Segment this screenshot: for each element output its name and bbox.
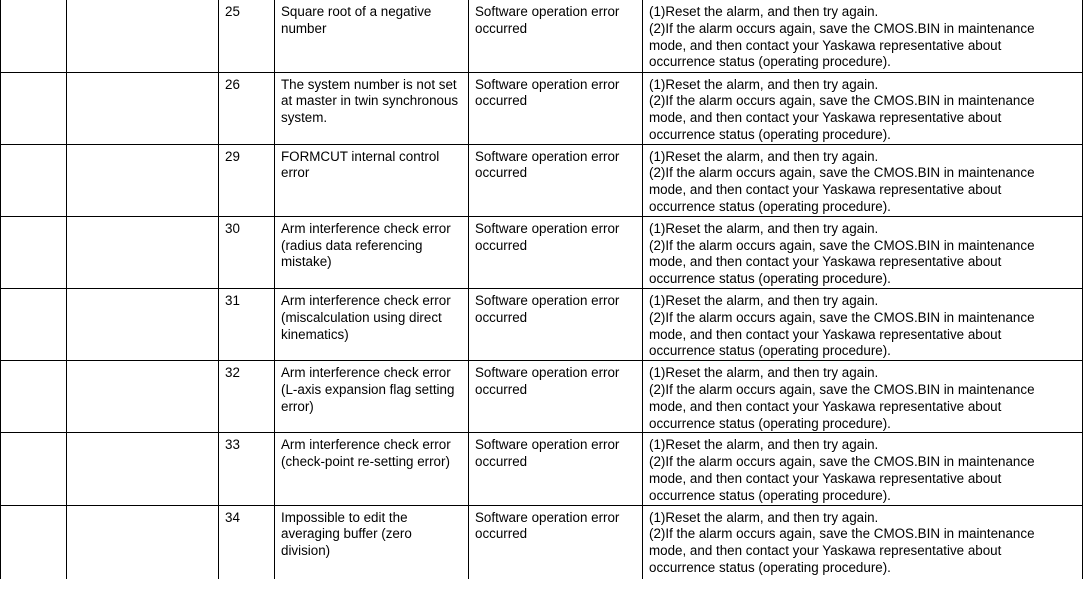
cause-text: Software operation error occurred <box>475 148 620 181</box>
meaning-cell <box>275 0 469 72</box>
cause-text: Software operation error occurred <box>475 76 620 109</box>
meaning-cell <box>275 216 469 288</box>
meaning-cell <box>275 144 469 216</box>
meaning-cell <box>275 289 469 361</box>
sub-code: 31 <box>225 293 240 309</box>
cause-cell <box>469 361 643 433</box>
remedy-line: (2)If the alarm occurs again, save the CMOS.BIN in maintenance <box>649 20 1035 36</box>
remedy-line: mode, and then contact your Yaskawa representative about <box>649 398 1002 414</box>
remedy-line: (2)If the alarm occurs again, save the CMOS.BIN in maintenance <box>649 382 1035 398</box>
remedy-line: (1)Reset the alarm, and then try again. <box>649 4 879 19</box>
remedy-line: mode, and then contact your Yaskawa representative about <box>649 254 1002 270</box>
sub-code: 29 <box>225 148 240 164</box>
remedy-cell <box>643 361 1083 433</box>
remedy-line: (1)Reset the alarm, and then try again. <box>649 365 879 381</box>
cause-cell <box>469 216 643 288</box>
table-row <box>1 289 1083 361</box>
alarm-number-cell <box>1 72 67 144</box>
alarm-name-cell <box>67 216 219 288</box>
alarm-name-cell <box>67 433 219 505</box>
remedy-line: (2)If the alarm occurs again, save the CMOS.BIN in maintenance <box>649 526 1035 542</box>
sub-code: 34 <box>225 509 240 525</box>
cause-text: Software operation error occurred <box>475 293 620 325</box>
meaning-cell <box>275 72 469 144</box>
cause-cell <box>469 505 643 579</box>
remedy-line: (2)If the alarm occurs again, save the CMOS.BIN in maintenance <box>649 309 1035 325</box>
table-row <box>1 433 1083 505</box>
cause-text: Software operation error occurred <box>475 437 620 470</box>
remedy-cell <box>643 505 1083 579</box>
sub-code-cell <box>219 0 275 72</box>
alarm-name-cell <box>67 144 219 216</box>
meaning-cell <box>275 361 469 433</box>
cause-cell <box>469 433 643 505</box>
meaning-text: FORMCUT internal control error <box>281 148 440 181</box>
remedy-line: occurrence status (operating procedure). <box>649 54 891 70</box>
remedy-line: occurrence status (operating procedure). <box>649 271 891 287</box>
alarm-number-cell <box>1 361 67 433</box>
sub-code: 25 <box>225 4 240 19</box>
remedy-cell <box>643 216 1083 288</box>
remedy-line: (2)If the alarm occurs again, save the CMOS.BIN in maintenance <box>649 237 1035 253</box>
cause-text: Software operation error occurred <box>475 220 620 253</box>
remedy-cell <box>643 433 1083 505</box>
remedy-cell <box>643 289 1083 361</box>
table-row <box>1 361 1083 433</box>
alarm-name-cell <box>67 72 219 144</box>
cause-cell <box>469 72 643 144</box>
remedy-line: mode, and then contact your Yaskawa representative about <box>649 110 1002 126</box>
remedy-line: occurrence status (operating procedure). <box>649 487 891 503</box>
cause-cell <box>469 144 643 216</box>
sub-code: 26 <box>225 76 240 92</box>
table-row <box>1 216 1083 288</box>
remedy-line: occurrence status (operating procedure). <box>649 126 891 142</box>
sub-code-cell <box>219 433 275 505</box>
alarm-number-cell <box>1 289 67 361</box>
remedy-line: (1)Reset the alarm, and then try again. <box>649 509 879 525</box>
meaning-cell <box>275 505 469 579</box>
sub-code-cell <box>219 361 275 433</box>
cause-cell <box>469 289 643 361</box>
sub-code-cell <box>219 216 275 288</box>
remedy-line: (1)Reset the alarm, and then try again. <box>649 437 879 453</box>
remedy-line: mode, and then contact your Yaskawa representative about <box>649 471 1002 487</box>
alarm-number-cell <box>1 433 67 505</box>
remedy-line: (1)Reset the alarm, and then try again. <box>649 220 879 236</box>
cause-text: Software operation error occurred <box>475 365 620 398</box>
sub-code-cell <box>219 144 275 216</box>
alarm-number-cell <box>1 505 67 579</box>
remedy-line: mode, and then contact your Yaskawa representative about <box>649 543 1002 559</box>
alarm-name-cell <box>67 0 219 72</box>
table-row <box>1 144 1083 216</box>
remedy-line: mode, and then contact your Yaskawa representative about <box>649 326 1002 342</box>
remedy-line: (2)If the alarm occurs again, save the CMOS.BIN in maintenance <box>649 93 1035 109</box>
remedy-line: occurrence status (operating procedure). <box>649 560 891 576</box>
alarm-number-cell <box>1 144 67 216</box>
meaning-text: Arm interference check error (L-axis expansion flag setting error) <box>281 365 455 414</box>
remedy-cell <box>643 144 1083 216</box>
cause-text: Software operation error occurred <box>475 509 620 542</box>
meaning-cell <box>275 433 469 505</box>
remedy-line: mode, and then contact your Yaskawa representative about <box>649 182 1002 198</box>
remedy-line: occurrence status (operating procedure). <box>649 343 891 359</box>
remedy-line: (1)Reset the alarm, and then try again. <box>649 148 879 164</box>
alarm-name-cell <box>67 505 219 579</box>
remedy-cell <box>643 72 1083 144</box>
meaning-text: Arm interference check error (radius data referencing mistake) <box>281 220 451 270</box>
alarm-number-cell <box>1 0 67 72</box>
remedy-line: (1)Reset the alarm, and then try again. <box>649 293 879 309</box>
table-row <box>1 505 1083 579</box>
remedy-cell <box>643 0 1083 72</box>
meaning-text: Arm interference check error (miscalculation using direct kinematics) <box>281 293 451 342</box>
alarm-table-body <box>1 0 1083 579</box>
alarm-name-cell <box>67 289 219 361</box>
remedy-line: mode, and then contact your Yaskawa representative about <box>649 37 1002 53</box>
sub-code: 32 <box>225 365 240 381</box>
remedy-line: (1)Reset the alarm, and then try again. <box>649 76 879 92</box>
table-row <box>1 72 1083 144</box>
sub-code: 30 <box>225 220 240 236</box>
meaning-text: Impossible to edit the averaging buffer (zero division) <box>281 509 412 559</box>
cause-text: Software operation error occurred <box>475 4 620 36</box>
remedy-line: occurrence status (operating procedure). <box>649 415 891 431</box>
alarm-number-cell <box>1 216 67 288</box>
sub-code-cell <box>219 505 275 579</box>
sub-code-cell <box>219 289 275 361</box>
meaning-text: Square root of a negative number <box>281 4 432 36</box>
sub-code-cell <box>219 72 275 144</box>
remedy-line: occurrence status (operating procedure). <box>649 199 891 215</box>
remedy-line: (2)If the alarm occurs again, save the CMOS.BIN in maintenance <box>649 454 1035 470</box>
alarm-name-cell <box>67 361 219 433</box>
remedy-line: (2)If the alarm occurs again, save the CMOS.BIN in maintenance <box>649 165 1035 181</box>
meaning-text: The system number is not set at master in twin synchronous system. <box>281 76 459 126</box>
table-row <box>1 0 1083 72</box>
meaning-text: Arm interference check error (check-point re-setting error) <box>281 437 451 470</box>
cause-cell <box>469 0 643 72</box>
sub-code: 33 <box>225 437 240 453</box>
